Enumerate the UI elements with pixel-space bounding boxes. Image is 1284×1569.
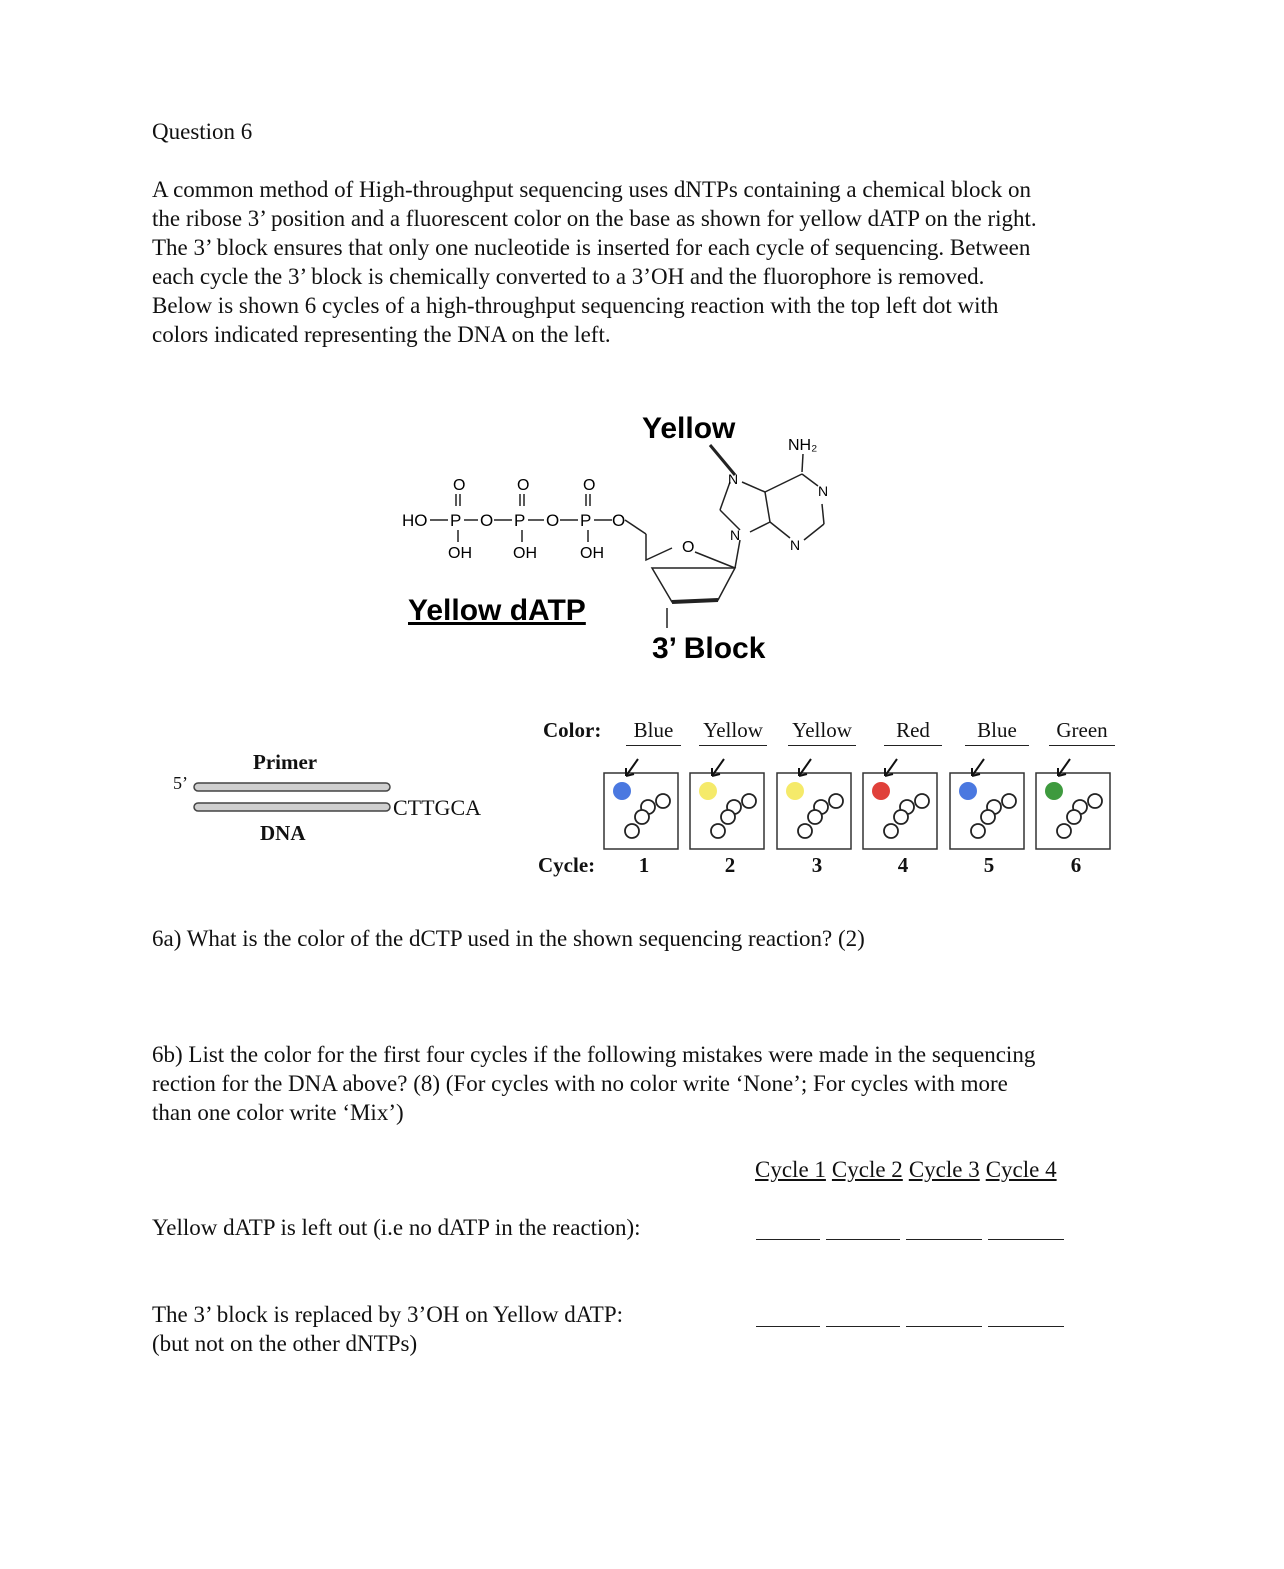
empty-cluster-dot xyxy=(1057,824,1071,838)
cycle-box xyxy=(863,759,937,849)
empty-cluster-dot xyxy=(829,794,843,808)
scenario-2-line: The 3’ block is replaced by 3’OH on Yellow dATP: xyxy=(152,1302,624,1327)
intro-line: The 3’ block ensures that only one nucleotide is inserted for each cycle of sequencing. Between xyxy=(152,235,1031,260)
cycle-color-label: Blue xyxy=(965,718,1029,746)
svg-text:O: O xyxy=(583,477,596,494)
p3-label: P xyxy=(580,511,592,530)
empty-cluster-dot xyxy=(808,810,822,824)
header-cycle-1: Cycle 1 xyxy=(755,1157,826,1182)
answer-blank-s2-c2[interactable] xyxy=(826,1326,900,1327)
svg-text:N: N xyxy=(790,537,801,553)
o3-label: O xyxy=(612,511,626,530)
oh-label: OH xyxy=(580,545,604,562)
intro-line: each cycle the 3’ block is chemically converted to a 3’OH and the fluorophore is removed. xyxy=(152,264,985,289)
block-label: 3’ Block xyxy=(652,632,766,665)
oh-label: OH xyxy=(448,545,472,562)
colored-dot xyxy=(699,782,717,800)
cycle-number: 2 xyxy=(724,853,736,877)
header-cycle-3: Cycle 3 xyxy=(908,1157,980,1182)
svg-text:O: O xyxy=(453,477,466,494)
answer-blank-s1-c4[interactable] xyxy=(988,1239,1064,1240)
empty-cluster-dot xyxy=(971,824,985,838)
fluor-label: Yellow xyxy=(642,412,736,445)
cycle-number: 5 xyxy=(983,853,995,877)
empty-cluster-dot xyxy=(1002,794,1016,808)
o1-label: O xyxy=(480,511,494,530)
intro-paragraph xyxy=(152,175,1037,349)
empty-cluster-dot xyxy=(1067,810,1081,824)
cycle-number: 6 xyxy=(1070,853,1082,877)
cycle-color-label: Yellow xyxy=(788,718,856,746)
empty-cluster-dot xyxy=(711,824,725,838)
empty-cluster-dot xyxy=(981,810,995,824)
primer-strand xyxy=(194,783,390,791)
q6b-line: 6b) List the color for the first four cycles if the following mistakes were made in the sequencing xyxy=(152,1042,1036,1067)
scenario-1-text: Yellow dATP is left out (i.e no dATP in the reaction): xyxy=(152,1215,641,1240)
svg-text:N: N xyxy=(818,483,829,499)
empty-cluster-dot xyxy=(625,824,639,838)
cycle-number: 3 xyxy=(811,853,823,877)
template-sequence: CTTGCA xyxy=(393,795,481,820)
cycle-color-label: Green xyxy=(1049,718,1115,746)
cycle-box xyxy=(777,759,851,849)
cycle-boxes xyxy=(600,755,1120,855)
color-row-label: Color: xyxy=(543,718,602,742)
intro-line: colors indicated representing the DNA on the left. xyxy=(152,322,611,347)
cycle-box xyxy=(1036,759,1110,849)
dna-label: DNA xyxy=(260,821,306,845)
empty-cluster-dot xyxy=(656,794,670,808)
dna-strands xyxy=(190,780,395,816)
cycle-color-label: Red xyxy=(884,718,942,746)
cycle-color-label: Blue xyxy=(626,718,681,746)
svg-text:N: N xyxy=(728,471,739,487)
template-strand xyxy=(194,803,390,811)
empty-cluster-dot xyxy=(635,810,649,824)
svg-text:O: O xyxy=(517,477,530,494)
answer-blank-s2-c3[interactable] xyxy=(906,1326,982,1327)
question-title: Question 6 xyxy=(152,119,253,144)
cycle-box xyxy=(950,759,1024,849)
empty-cluster-dot xyxy=(894,810,908,824)
five-prime-label: 5’ xyxy=(173,773,188,793)
datp-structure xyxy=(390,400,870,690)
ho-label: HO xyxy=(402,511,428,530)
cycle-box xyxy=(690,759,764,849)
answer-blank-s1-c1[interactable] xyxy=(756,1239,820,1240)
intro-line: the ribose 3’ position and a fluorescent color on the base as shown for yellow dATP on the right. xyxy=(152,206,1037,231)
colored-dot xyxy=(613,782,631,800)
header-cycle-4: Cycle 4 xyxy=(985,1157,1057,1182)
cycle-number: 1 xyxy=(638,853,650,877)
datp-caption: Yellow dATP xyxy=(408,594,586,627)
colored-dot xyxy=(872,782,890,800)
cycle-row-label: Cycle: xyxy=(538,853,596,877)
colored-dot xyxy=(786,782,804,800)
empty-cluster-dot xyxy=(915,794,929,808)
empty-cluster-dot xyxy=(884,824,898,838)
cycle-color-label: Yellow xyxy=(699,718,767,746)
intro-line: Below is shown 6 cycles of a high-throughput sequencing reaction with the top left dot with xyxy=(152,293,999,318)
cycle-number: 4 xyxy=(897,853,909,877)
oh-label: OH xyxy=(513,545,537,562)
svg-text:O: O xyxy=(682,539,695,556)
answer-table-header xyxy=(755,1155,1057,1184)
o2-label: O xyxy=(546,511,560,530)
nh2-label: NH₂ xyxy=(788,437,818,454)
question-6b xyxy=(152,1040,1035,1127)
svg-text:N: N xyxy=(730,527,741,543)
p2-label: P xyxy=(514,511,526,530)
answer-blank-s1-c3[interactable] xyxy=(906,1239,982,1240)
empty-cluster-dot xyxy=(721,810,735,824)
answer-blank-s2-c4[interactable] xyxy=(988,1326,1064,1327)
scenario-2-text xyxy=(152,1300,623,1358)
intro-line: A common method of High-throughput sequencing uses dNTPs containing a chemical block on xyxy=(152,177,1031,202)
empty-cluster-dot xyxy=(798,824,812,838)
empty-cluster-dot xyxy=(1088,794,1102,808)
cycle-box xyxy=(604,759,678,849)
primer-label: Primer xyxy=(253,750,318,774)
answer-blank-s1-c2[interactable] xyxy=(826,1239,900,1240)
q6b-line: rection for the DNA above? (8) (For cycles with no color write ‘None’; For cycles with more xyxy=(152,1071,1008,1096)
p1-label: P xyxy=(450,511,462,530)
answer-blank-s2-c1[interactable] xyxy=(756,1326,820,1327)
q6b-line: than one color write ‘Mix’) xyxy=(152,1100,404,1125)
empty-cluster-dot xyxy=(742,794,756,808)
question-6a: 6a) What is the color of the dCTP used in the shown sequencing reaction? (2) xyxy=(152,926,865,951)
colored-dot xyxy=(959,782,977,800)
header-cycle-2: Cycle 2 xyxy=(831,1157,903,1182)
scenario-2-line: (but not on the other dNTPs) xyxy=(152,1331,418,1356)
colored-dot xyxy=(1045,782,1063,800)
